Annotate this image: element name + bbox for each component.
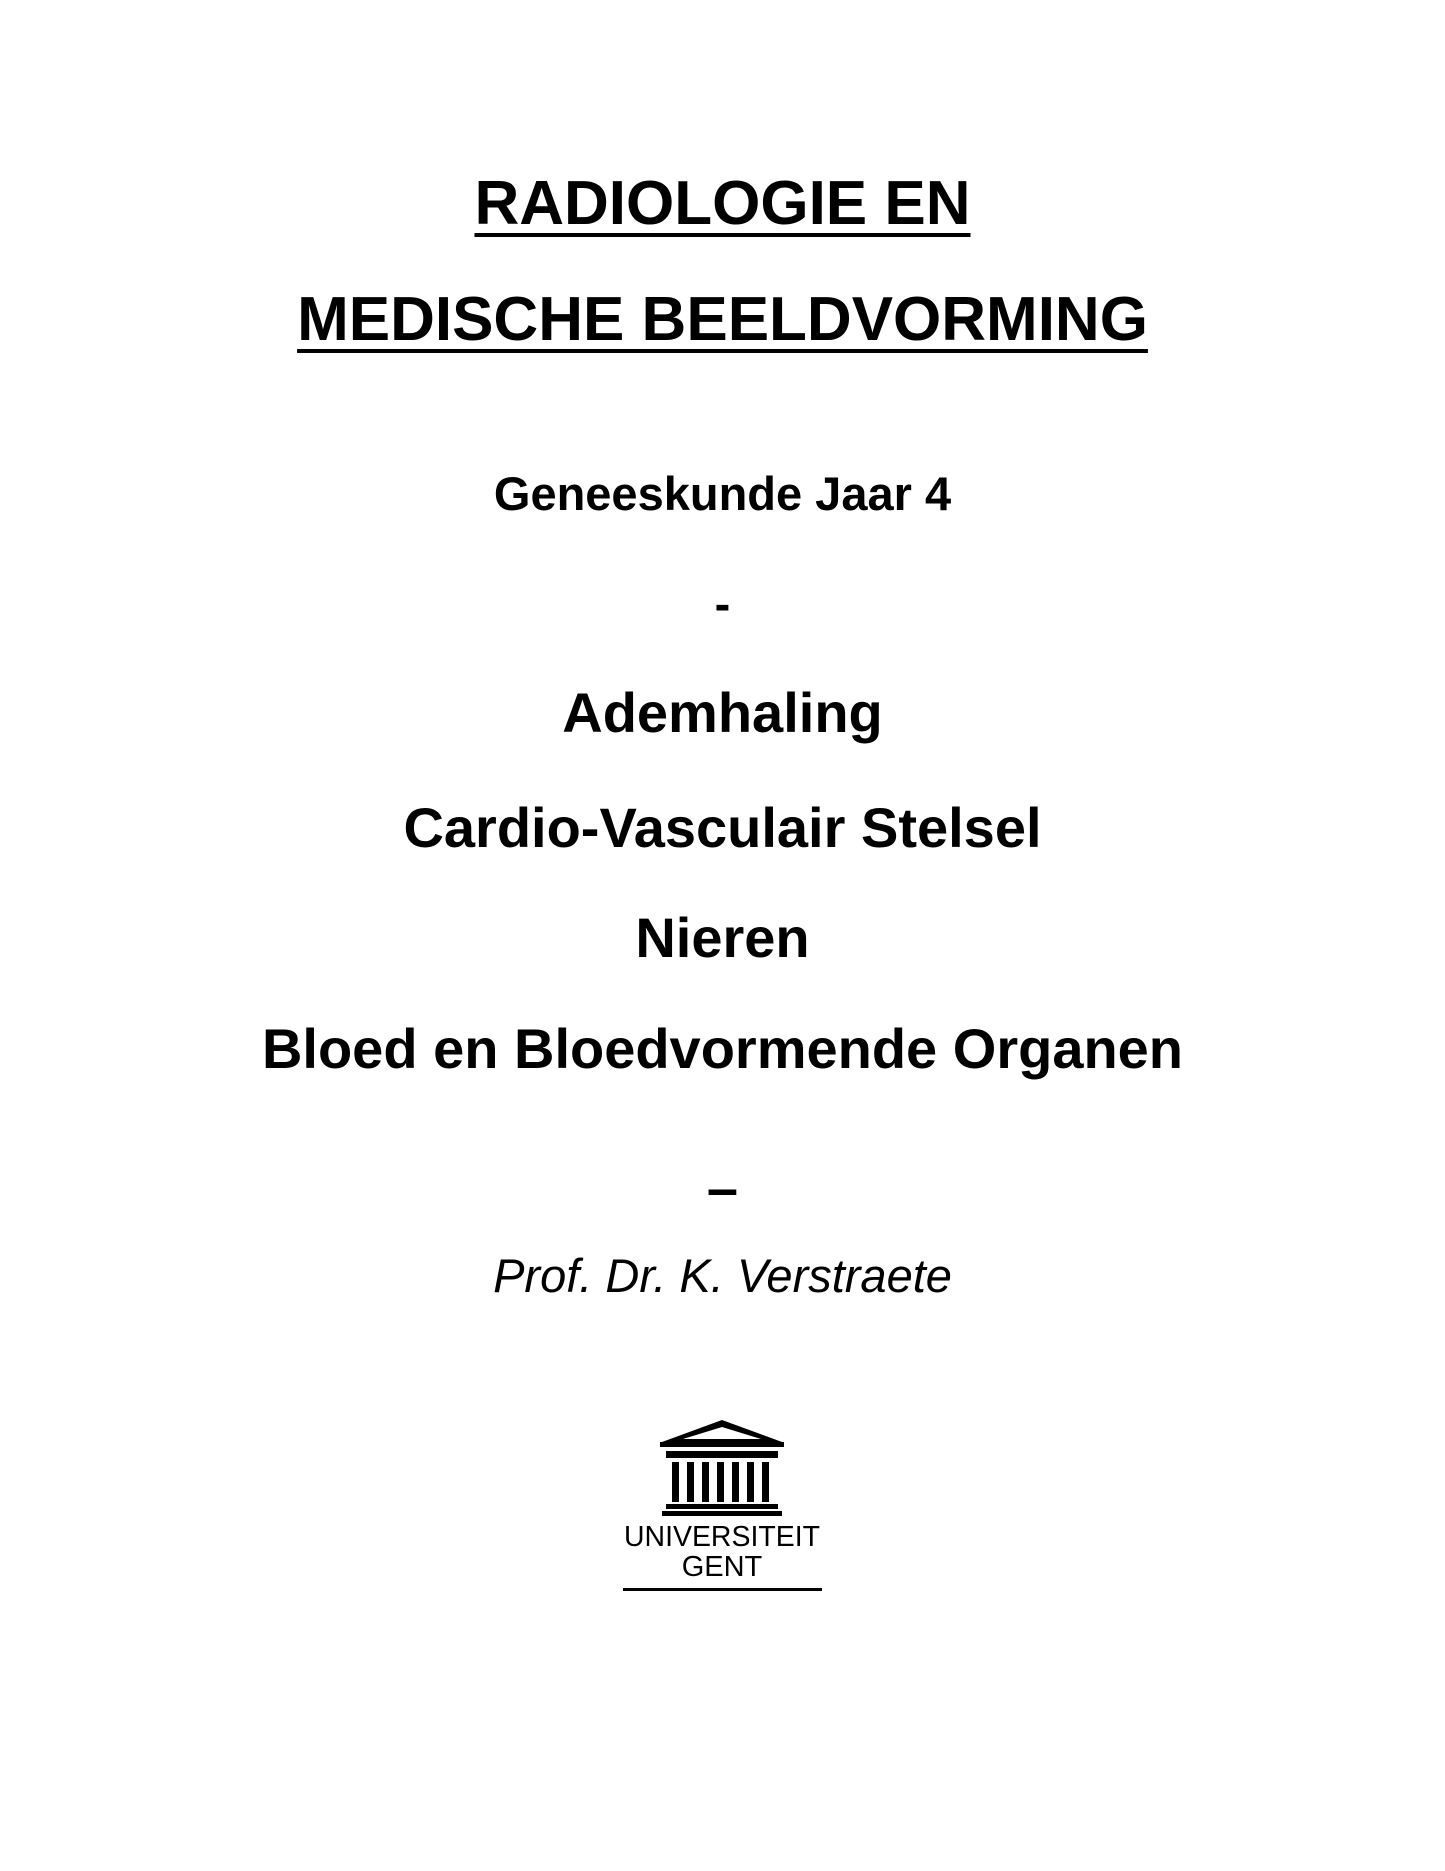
title-line-1: RADIOLOGIE EN (474, 169, 971, 238)
university-logo (620, 1410, 825, 1595)
logo-text-universiteit: UNIVERSITEIT (624, 1521, 821, 1553)
logo-text-gent: GENT (681, 1551, 763, 1583)
university-building-icon (660, 1420, 784, 1516)
logo-underline (623, 1588, 822, 1591)
separator-dash: - (714, 577, 731, 630)
course-subtitle: Geneeskunde Jaar 4 (493, 467, 952, 520)
topic-cardio-vasculair: Cardio-Vasculair Stelsel (403, 796, 1042, 859)
topic-bloed: Bloed en Bloedvormende Organen (261, 1017, 1184, 1080)
title-line-2: MEDISCHE BEELDVORMING (297, 285, 1148, 354)
separator-endash: – (706, 1156, 739, 1219)
author-name: Prof. Dr. K. Verstraete (493, 1249, 952, 1302)
topic-nieren: Nieren (635, 906, 810, 969)
topic-ademhaling: Ademhaling (562, 681, 883, 744)
